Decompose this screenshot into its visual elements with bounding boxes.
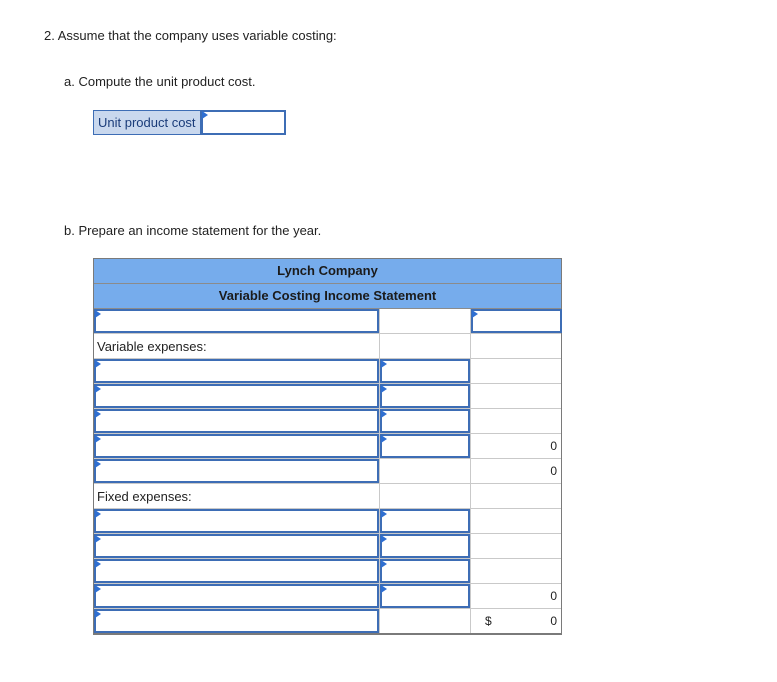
company-name-header: Lynch Company	[94, 259, 561, 284]
variable-expenses-total: 0	[550, 439, 557, 453]
table-row	[94, 584, 561, 609]
table-row	[94, 609, 561, 634]
table-row	[94, 459, 561, 484]
variable-expenses-label: Variable expenses:	[97, 339, 207, 354]
fixed-expense-label-input[interactable]	[94, 584, 379, 608]
table-row	[94, 359, 561, 384]
sales-amount-input[interactable]	[471, 309, 562, 333]
variable-expense-amount-input[interactable]	[380, 434, 470, 458]
table-row	[94, 434, 561, 459]
table-row	[94, 534, 561, 559]
fixed-expense-amount-input[interactable]	[380, 509, 470, 533]
variable-expense-label-input[interactable]	[94, 409, 379, 433]
question-2-text: 2. Assume that the company uses variable costing:	[44, 28, 337, 43]
fixed-expense-amount-input[interactable]	[380, 584, 470, 608]
fixed-expense-amount-input[interactable]	[380, 534, 470, 558]
net-operating-income-value: 0	[550, 614, 557, 628]
table-row	[94, 509, 561, 534]
table-row	[94, 484, 561, 509]
fixed-expense-label-input[interactable]	[94, 509, 379, 533]
variable-expense-label-input[interactable]	[94, 434, 379, 458]
contribution-margin-label-input[interactable]	[94, 459, 379, 483]
variable-expense-label-input[interactable]	[94, 384, 379, 408]
variable-expense-amount-input[interactable]	[380, 384, 470, 408]
fixed-expenses-label: Fixed expenses:	[97, 489, 192, 504]
income-statement-table	[93, 258, 562, 635]
fixed-expense-label-input[interactable]	[94, 534, 379, 558]
contribution-margin-value: 0	[550, 464, 557, 478]
question-2b-text: b. Prepare an income statement for the year.	[64, 223, 322, 238]
statement-title-header: Variable Costing Income Statement	[94, 284, 561, 309]
unit-product-cost-label: Unit product cost	[93, 110, 201, 135]
table-row	[94, 309, 561, 334]
net-operating-income-label-input[interactable]	[94, 609, 379, 633]
currency-symbol: $	[485, 614, 492, 628]
fixed-expense-label-input[interactable]	[94, 559, 379, 583]
variable-expense-amount-input[interactable]	[380, 409, 470, 433]
table-row	[94, 334, 561, 359]
variable-expense-label-input[interactable]	[94, 359, 379, 383]
unit-product-cost-input[interactable]	[201, 110, 286, 135]
table-row	[94, 559, 561, 584]
table-row	[94, 409, 561, 434]
sales-label-input[interactable]	[94, 309, 379, 333]
variable-expense-amount-input[interactable]	[380, 359, 470, 383]
fixed-expenses-total: 0	[550, 589, 557, 603]
question-2a-text: a. Compute the unit product cost.	[64, 74, 256, 89]
fixed-expense-amount-input[interactable]	[380, 559, 470, 583]
table-row	[94, 384, 561, 409]
